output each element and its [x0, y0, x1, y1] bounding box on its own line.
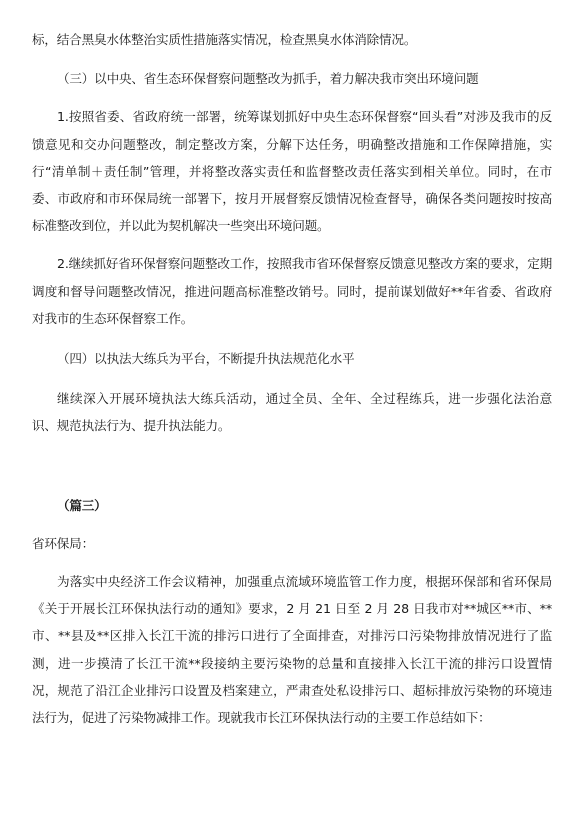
document-page: [32, 26, 552, 731]
paragraph-item-2: 2.继续抓好省环保督察问题整改工作，按照我市省环保督察反馈意见整改方案的要求，定期调度和督导问题整改情况，推进问题高标准整改销号。同时，提前谋划做好**年省委、省政府对我市的生态环保督察工作。: [32, 256, 552, 326]
paragraph-item-1: 1.按照省委、省政府统一部署，统筹谋划抓好中央生态环保督察“回头看”对涉及我市的反馈意见和交办问题整改，制定整改方案，分解下达任务，明确整改措施和工作保障措施，实行“清单制＋责任制”管理，并将整改落实责任和监督整改责任落实到相关单位。同时，在市委、市政府和市环保局统一部署下，按月开展督察反馈情况检查督导，确保各类问题按时按高标准整改到位，并以此为契机解决一些突出环境问题。: [32, 109, 552, 234]
section-title: （篇三）: [57, 497, 107, 513]
paragraph-enforcement: 继续深入开展环境执法大练兵活动，通过全员、全年、全过程练兵，进一步强化法治意识、规范执法行为、提升执法能力。: [32, 391, 552, 434]
heading-section-4: （四）以执法大练兵为平台，不断提升执法规范化水平: [57, 351, 355, 367]
heading-section-3: （三）以中央、省生态环保督察问题整改为抓手，着力解决我市突出环境问题: [57, 71, 479, 87]
paragraph-continuation: 标，结合黑臭水体整治实质性措施落实情况，检查黑臭水体消除情况。: [32, 32, 417, 47]
paragraph-report-intro: 为落实中央经济工作会议精神，加强重点流域环境监管工作力度，根据环保部和省环保局《关于开展长江环保执法行动的通知》要求，2 月 21 日至 2 月 28 日我市对**城区**市、**市、**县及**区排入长江干流的排污口进行了全面排查，对排污口污染物排放情况进行了监测，进一步摸清了长江干流**段接纳主要污染物的总量和直接排入长江干流的排污口设置情况，规范了沿江企业排污口设置及档案建立，严肃查处私设排污口、超标排放污染物的环境违法行为，促进了污染物减排工作。现就我市长江环保执法行动的主要工作总结如下：: [32, 574, 552, 726]
salutation: 省环保局：: [32, 535, 94, 551]
